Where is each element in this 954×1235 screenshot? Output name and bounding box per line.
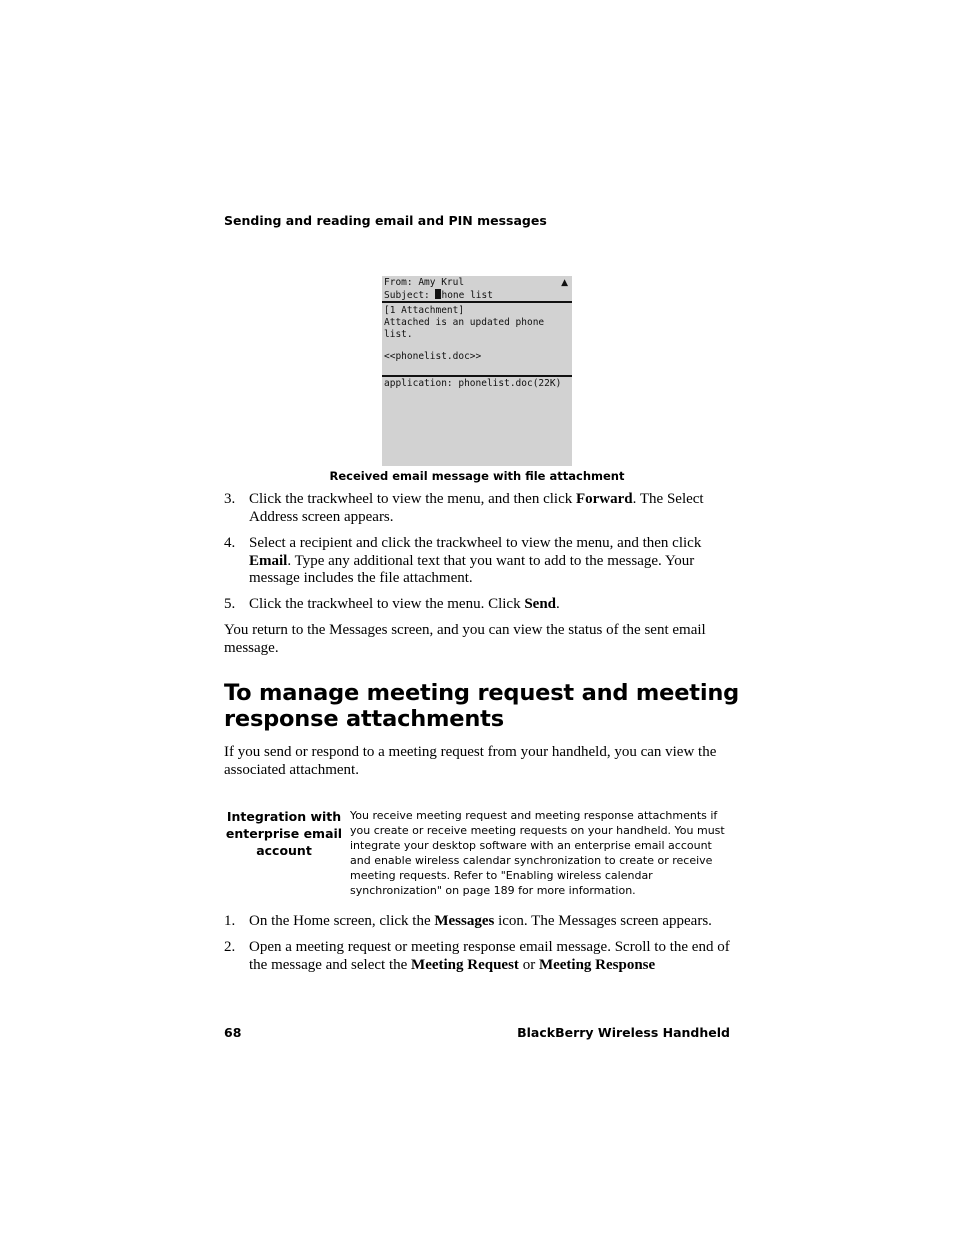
step-number: 1. bbox=[224, 913, 236, 929]
step-number: 3. bbox=[224, 491, 236, 507]
running-head: Sending and reading email and PIN messages bbox=[224, 213, 547, 228]
subject-text: hone list bbox=[441, 290, 493, 301]
note-label: Integration with enterprise email account bbox=[225, 809, 343, 858]
page-number: 68 bbox=[224, 1025, 242, 1040]
status-divider bbox=[382, 375, 572, 377]
body-line-2: list. bbox=[384, 329, 413, 340]
step-text: Open a meeting request or meeting response email message. Scroll to the end of the message and select the Meeting Request or Meeting Response bbox=[249, 939, 730, 973]
step-5 bbox=[224, 596, 734, 614]
handheld-screenshot bbox=[382, 276, 572, 466]
step-4 bbox=[224, 535, 734, 588]
step-1 bbox=[224, 913, 734, 931]
step-2 bbox=[224, 939, 734, 974]
header-divider bbox=[382, 301, 572, 303]
step-number: 2. bbox=[224, 939, 236, 955]
section-heading: To manage meeting request and meeting response attachments bbox=[224, 680, 740, 732]
intro-paragraph: If you send or respond to a meeting request from your handheld, you can view the associated attachment. bbox=[224, 744, 717, 778]
step-3 bbox=[224, 491, 734, 526]
attachment-count: [1 Attachment] bbox=[384, 305, 465, 316]
step-text: Select a recipient and click the trackwheel to view the menu, and then click Email. Type any additional text that you want to add to the message. Your message includes the file attachment. bbox=[249, 535, 702, 586]
step-number: 5. bbox=[224, 596, 236, 612]
figure-caption: Received email message with file attachment bbox=[329, 469, 625, 483]
note-text: You receive meeting request and meeting response attachments if you create or receive meeting requests on your handheld. You must integrate your desktop software with an enterprise email account and enable wireless calendar synchronization to create or receive meeting requests. Refer to "Enabling wireless calendar synchronization" on page 189 for more information. bbox=[350, 809, 725, 897]
return-paragraph: You return to the Messages screen, and you can view the status of the sent email message. bbox=[224, 622, 706, 656]
attachment-link: <<phonelist.doc>> bbox=[384, 351, 482, 362]
step-text: Click the trackwheel to view the menu. Click Send. bbox=[249, 596, 560, 612]
attachment-status: application: phonelist.doc(22K) bbox=[384, 378, 562, 389]
scroll-up-icon: ▲ bbox=[561, 278, 568, 288]
step-text: On the Home screen, click the Messages icon. The Messages screen appears. bbox=[249, 913, 712, 929]
step-text: Click the trackwheel to view the menu, and then click Forward. The Select Address screen appears. bbox=[249, 491, 704, 525]
subject-prefix: Subject: bbox=[384, 290, 436, 301]
body-line-1: Attached is an updated phone bbox=[384, 317, 545, 328]
step-number: 4. bbox=[224, 535, 236, 551]
from-line: From: Amy Krul bbox=[384, 277, 465, 288]
book-title: BlackBerry Wireless Handheld bbox=[517, 1025, 730, 1040]
